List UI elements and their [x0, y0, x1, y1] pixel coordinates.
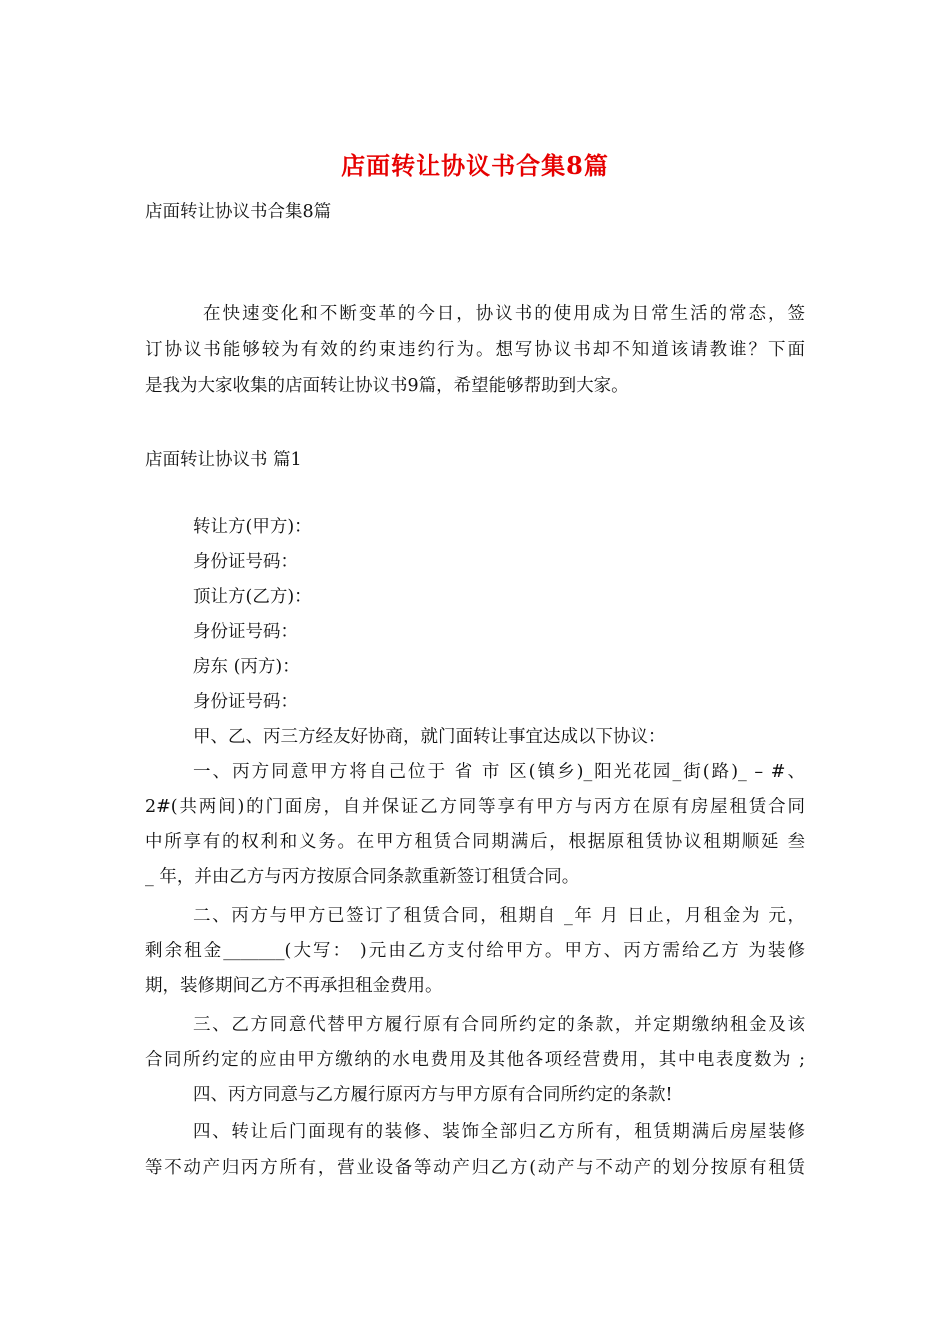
- clause-line: _ 年，并由乙方与丙方按原合同条款重新签订租赁合同。: [145, 867, 580, 887]
- intro-line-3: 是我为大家收集的店面转让协议书9篇，希望能够帮助到大家。: [145, 376, 629, 396]
- party-landlord-id: 身份证号码：: [193, 692, 298, 712]
- intro-line-1: 在快速变化和不断变革的今日，协议书的使用成为日常生活的常态，签: [203, 304, 805, 324]
- clause-line: 剩余租金_______(大写： )元由乙方支付给甲方。甲方、丙方需给乙方 为装修: [145, 941, 805, 961]
- intro-line-2: 订协议书能够较为有效的约束违约行为。想写协议书却不知道该请教谁？下面: [145, 340, 805, 360]
- clause-line: 四、丙方同意与乙方履行原丙方与甲方原有合同所约定的条款!: [193, 1085, 673, 1105]
- clause-line: 2#(共两间)的门面房，自并保证乙方同等享有甲方与丙方在原有房屋租赁合同: [145, 797, 805, 817]
- clause-line: 期，装修期间乙方不再承担租金费用。: [145, 976, 443, 996]
- document-title: 店面转让协议书合集8篇: [341, 151, 609, 180]
- clause-line: 四、转让后门面现有的装修、装饰全部归乙方所有，租赁期满后房屋装修: [193, 1122, 805, 1142]
- clause-line: 二、丙方与甲方已签订了租赁合同，租期自 _年 月 日止，月租金为 元，: [193, 906, 805, 926]
- party-transferor-id: 身份证号码：: [193, 552, 298, 572]
- party-landlord: 房东 (丙方)：: [193, 657, 300, 677]
- clause-line: 等不动产归丙方所有，营业设备等动产归乙方(动产与不动产的划分按原有租赁: [145, 1158, 805, 1178]
- party-transferee: 顶让方(乙方)：: [193, 587, 312, 607]
- party-transferee-id: 身份证号码：: [193, 622, 298, 642]
- agreement-preamble: 甲、乙、丙三方经友好协商，就门面转让事宜达成以下协议：: [193, 727, 666, 747]
- document-subtitle: 店面转让协议书合集8篇: [145, 202, 332, 222]
- clause-line: 一、丙方同意甲方将自己位于 省 市 区(镇乡)_阳光花园_街(路)_ – #、: [193, 762, 805, 782]
- clause-line: 合同所约定的应由甲方缴纳的水电费用及其他各项经营费用，其中电表度数为 ;: [145, 1050, 805, 1070]
- section-heading: 店面转让协议书 篇1: [145, 450, 302, 470]
- party-transferor: 转让方(甲方)：: [193, 517, 312, 537]
- clause-line: 中所享有的权利和义务。在甲方租赁合同期满后，根据原租赁协议租期顺延 叁: [145, 832, 805, 852]
- clause-line: 三、乙方同意代替甲方履行原有合同所约定的条款，并定期缴纳租金及该: [193, 1015, 805, 1035]
